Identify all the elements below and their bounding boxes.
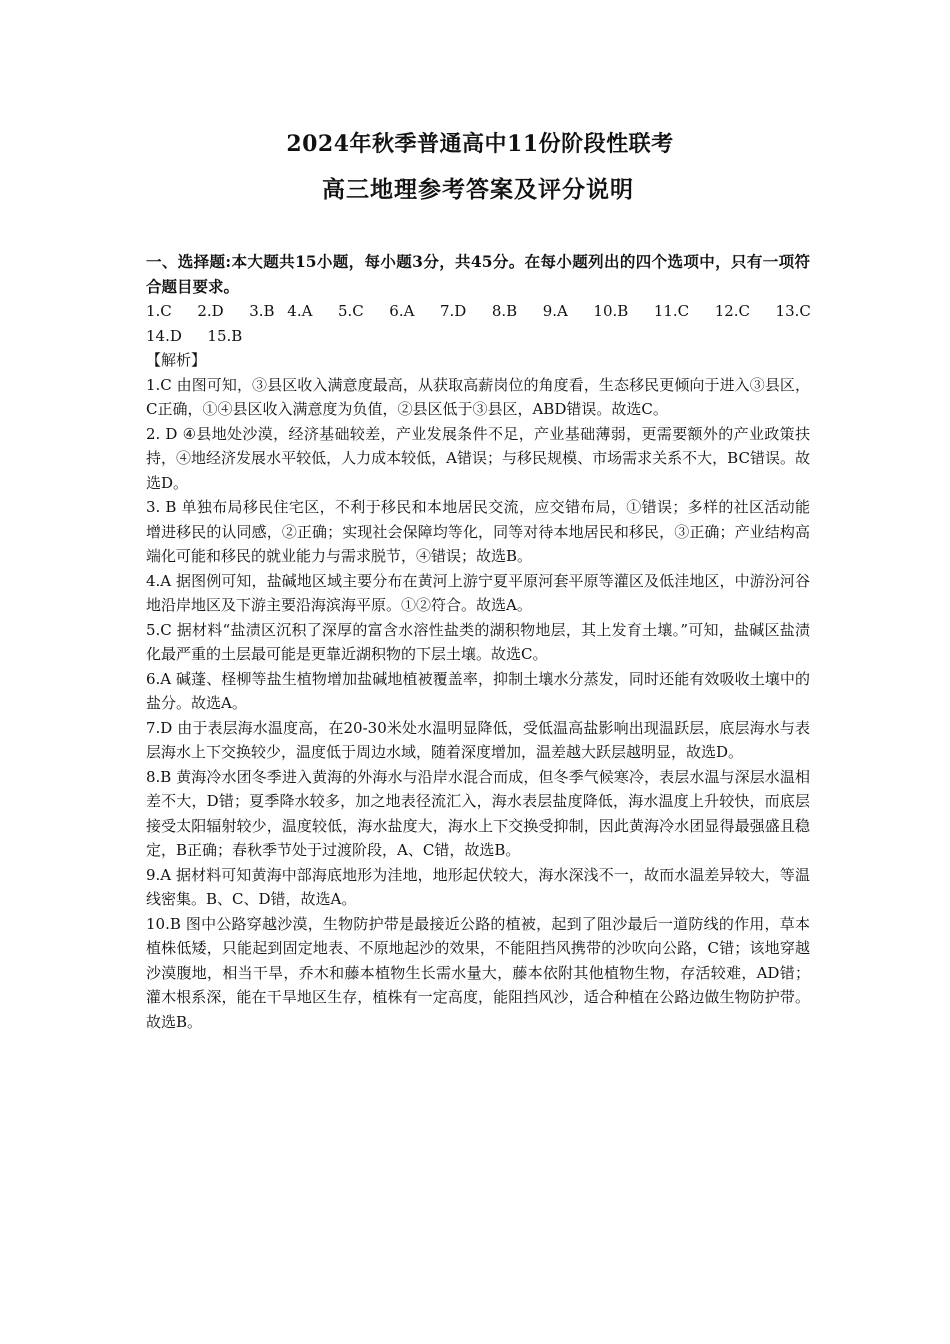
answer-key xyxy=(146,299,810,348)
document-subtitle: 高三地理参考答案及评分说明 xyxy=(322,176,634,203)
explanation-item: 7.D 由于表层海水温度高，在20-30米处水温明显降低，受低温高盐影响出现温跃层，底层海水与表层海水上下交换较少，温度低于周边水域，随着深度增加，温差越大跃层越明显，故选D。 xyxy=(146,718,810,761)
explanation-item: 1.C 由图可知，③县区收入满意度最高，从获取高薪岗位的角度看，生态移民更倾向于进入③县区，C正确，①④县区收入满意度为负值，②县区低于③县区，ABD错误。故选C。 xyxy=(146,375,810,418)
explanation-item: 4.A 据图例可知，盐碱地区域主要分布在黄河上游宁夏平原河套平原等灌区及低洼地区，中游汾河谷地沿岸地区及下游主要沿海滨海平原。①②符合。故选A。 xyxy=(146,571,810,614)
explanation-item: 3. B 单独布局移民住宅区，不利于移民和本地居民交流，应交错布局，①错误；多样的社区活动能增进移民的认同感，②正确；实现社会保障均等化，同等对待本地居民和移民，③正确；产业结构高端化可能和移民的就业能力与需求脱节，④错误；故选B。 xyxy=(146,498,810,565)
explanation-item: 2. D ④县地处沙漠，经济基础较差，产业发展条件不足，产业基础薄弱，更需要额外的产业政策扶持，④地经济发展水平较低，人力成本较低，A错误；与移民规模、市场需求关系不大，BC错误。故选D。 xyxy=(146,424,810,492)
document-page xyxy=(146,128,810,1034)
explanation-item: 10.B 图中公路穿越沙漠，生物防护带是最接近公路的植被，起到了阻沙最后一道防线的作用，草本植株低矮，只能起到固定地表、不原地起沙的效果，不能阻挡风携带的沙吹向公路，C错；该地穿越沙漠腹地，相当干旱，乔木和藤本植物生长需水量大，藤本依附其他植物生物，存活较难，AD错；灌木根系深，能在干旱地区生存，植株有一定高度，能阻挡风沙，适合种植在公路边做生物防护带。故选B。 xyxy=(146,914,810,1031)
section-heading: 一、选择题:本大题共15小题，每小题3分，共45分。在每小题列出的四个选项中，只有一项符合题目要求。 xyxy=(146,252,810,296)
analysis-label: 【解析】 xyxy=(146,351,207,369)
explanation-item: 8.B 黄海冷水团冬季进入黄海的外海水与沿岸水混合而成，但冬季气候寒冷，表层水温与深层水温相差不大，D错；夏季降水较多，加之地表径流汇入，海水表层盐度降低，海水温度上升较快，而底层接受太阳辐射较少，温度较低，海水盐度大，海水上下交换受抑制，因此黄海冷水团显得最强盛且稳定，B正确；春秋季节处于过渡阶段，A、C错，故选B。 xyxy=(146,767,810,859)
document-title: 2024年秋季普通高中11份阶段性联考 xyxy=(286,131,674,157)
explanation-item: 5.C 据材料“盐渍区沉积了深厚的富含水溶性盐类的湖积物地层，其上发育土壤。”可知，盐碱区盐渍化最严重的土层最可能是更靠近湖积物的下层土壤。故选C。 xyxy=(146,620,810,663)
answer-key-line: 1.C 2.D 3.B 4.A 5.C 6.A 7.D 8.B 9.A 10.B 11.C 12.C 13.C xyxy=(146,302,811,320)
answer-key-line: 14.D 15.B xyxy=(146,326,243,345)
explanation-list xyxy=(146,373,810,1035)
explanation-item: 6.A 碱蓬、柽柳等盐生植物增加盐碱地植被覆盖率，抑制土壤水分蒸发，同时还能有效吸收土壤中的盐分。故选A。 xyxy=(146,669,810,712)
explanation-item: 9.A 据材料可知黄海中部海底地形为洼地，地形起伏较大，海水深浅不一，故而水温差异较大，等温线密集。B、C、D错，故选A。 xyxy=(146,865,810,908)
